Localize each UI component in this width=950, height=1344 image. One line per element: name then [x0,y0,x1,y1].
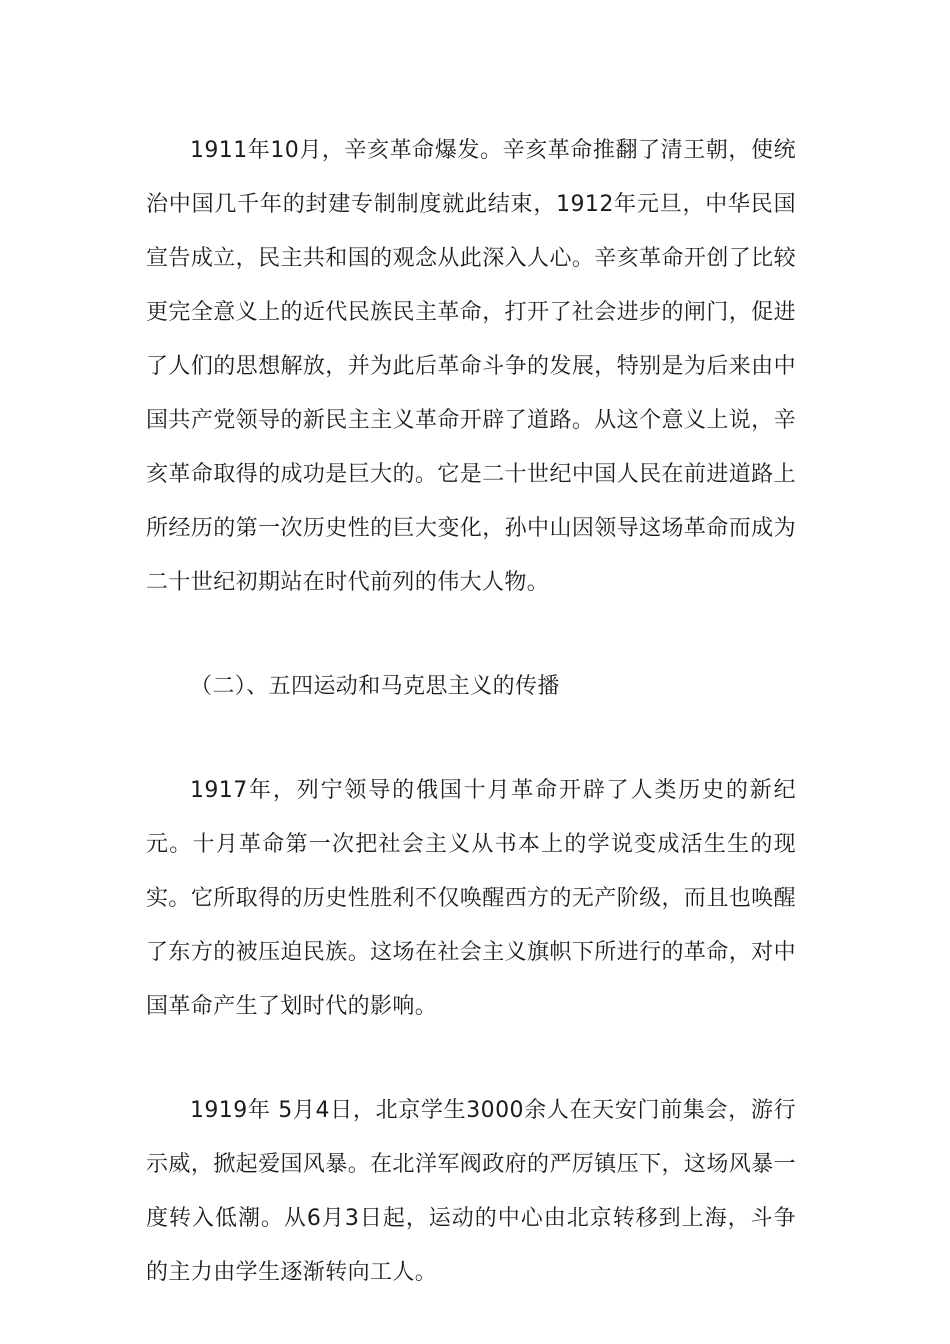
section-heading-may-fourth: （二）、五四运动和马克思主义的传播 [190,674,560,699]
paragraph-may-fourth-movement: 1919年 5月4日，北京学生3000余人在天安门前集会，游行示威，掀起爱国风暴。在北洋军阀政府的严厉镇压下，这场风暴一度转入低潮。从6月3日起，运动的中心由北京转移到上海，斗争的主力由学生逐渐转向工人。 [146,1098,796,1285]
paragraph-october-revolution: 1917年，列宁领导的俄国十月革命开辟了人类历史的新纪元。十月革命第一次把社会主义从书本上的学说变成活生生的现实。它所取得的历史性胜利不仅唤醒西方的无产阶级，而且也唤醒了东方的被压迫民族。这场在社会主义旗帜下所进行的革命，对中国革命产生了划时代的影响。 [146,778,796,1019]
paragraph-xinhai-revolution: 1911年10月，辛亥革命爆发。辛亥革命推翻了清王朝，使统治中国几千年的封建专制制度就此结束，1912年元旦，中华民国宣告成立，民主共和国的观念从此深入人心。辛亥革命开创了比较更完全意义上的近代民族民主革命，打开了社会进步的闸门，促进了人们的思想解放，并为此后革命斗争的发展，特别是为后来由中国共产党领导的新民主主义革命开辟了道路。从这个意义上说，辛亥革命取得的成功是巨大的。它是二十世纪中国人民在前进道路上所经历的第一次历史性的巨大变化，孙中山因领导这场革命而成为二十世纪初期站在时代前列的伟大人物。 [146,138,796,595]
document-body [146,124,796,1300]
